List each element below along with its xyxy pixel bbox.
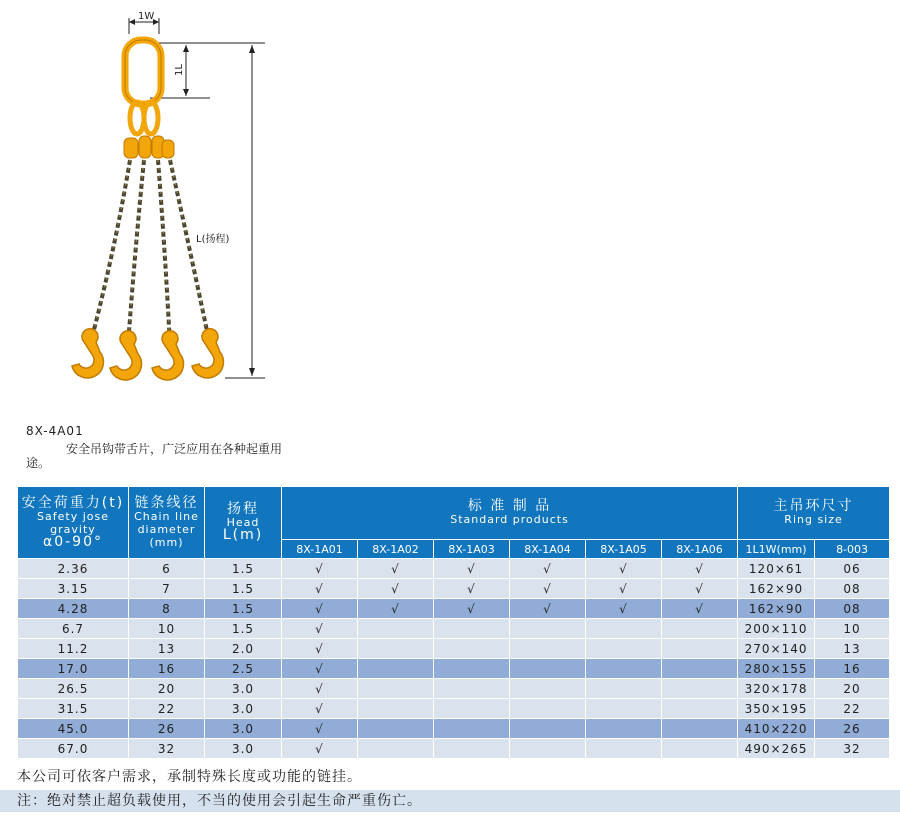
cell-ring-code: 06 <box>815 559 890 579</box>
cell-chain-diameter: 32 <box>129 739 205 759</box>
cell-product-check: √ <box>282 659 358 679</box>
cell-ring-code: 32 <box>815 739 890 759</box>
cell-ring-dimension: 490×265 <box>738 739 815 759</box>
header-chain-diameter: 链条线径 Chain line diameter (mm) <box>129 487 205 559</box>
cell-chain-diameter: 6 <box>129 559 205 579</box>
cell-load: 6.7 <box>18 619 129 639</box>
custom-order-note: 本公司可依客户需求，承制特殊长度或功能的链挂。 <box>0 766 900 788</box>
table-row <box>18 739 890 759</box>
table-row <box>18 579 890 599</box>
cell-product-check: √ <box>586 599 662 619</box>
chain-sling-diagram <box>0 0 300 400</box>
cell-lift: 3.0 <box>205 679 282 699</box>
cell-product-check: √ <box>358 559 434 579</box>
cell-product-check <box>662 739 738 759</box>
cell-product-check <box>662 659 738 679</box>
cell-ring-dimension: 280×155 <box>738 659 815 679</box>
header-product: 8X-1A02 <box>358 540 434 559</box>
cell-lift: 1.5 <box>205 619 282 639</box>
table-row <box>18 639 890 659</box>
cell-chain-diameter: 13 <box>129 639 205 659</box>
cell-product-check <box>358 739 434 759</box>
cell-product-check: √ <box>434 599 510 619</box>
cell-lift: 2.5 <box>205 659 282 679</box>
cell-product-check: √ <box>434 579 510 599</box>
cell-load: 17.0 <box>18 659 129 679</box>
table-row <box>18 599 890 619</box>
cell-product-check: √ <box>282 699 358 719</box>
cell-product-check <box>510 619 586 639</box>
cell-ring-code: 08 <box>815 579 890 599</box>
header-load: 安全荷重力(t) Safety jose gravity α0-90° <box>18 487 129 559</box>
overload-warning-note: 注：绝对禁止超负载使用，不当的使用会引起生命严重伤亡。 <box>0 790 900 812</box>
header-standard-products: 标 准 制 品 Standard products <box>282 487 738 540</box>
header-product: 8X-1A04 <box>510 540 586 559</box>
cell-product-check: √ <box>662 599 738 619</box>
cell-lift: 1.5 <box>205 559 282 579</box>
table-row <box>18 719 890 739</box>
cell-product-check: √ <box>434 559 510 579</box>
cell-ring-dimension: 200×110 <box>738 619 815 639</box>
cell-product-check <box>586 619 662 639</box>
table-row <box>18 679 890 699</box>
header-ring-code: 8-003 <box>815 540 890 559</box>
header-product: 8X-1A06 <box>662 540 738 559</box>
cell-load: 4.28 <box>18 599 129 619</box>
cell-lift: 2.0 <box>205 639 282 659</box>
cell-product-check: √ <box>282 559 358 579</box>
cell-chain-diameter: 7 <box>129 579 205 599</box>
cell-chain-diameter: 16 <box>129 659 205 679</box>
cell-product-check: √ <box>358 579 434 599</box>
cell-product-check <box>434 639 510 659</box>
cell-product-check <box>434 619 510 639</box>
cell-ring-dimension: 410×220 <box>738 719 815 739</box>
cell-ring-dimension: 162×90 <box>738 579 815 599</box>
cell-product-check <box>586 639 662 659</box>
cell-load: 26.5 <box>18 679 129 699</box>
cell-lift: 1.5 <box>205 579 282 599</box>
cell-product-check: √ <box>282 639 358 659</box>
cell-lift: 3.0 <box>205 739 282 759</box>
dim-ring-length-label: 1L <box>174 64 185 76</box>
cell-product-check: √ <box>662 579 738 599</box>
cell-lift: 3.0 <box>205 719 282 739</box>
cell-product-check: √ <box>282 599 358 619</box>
cell-ring-dimension: 162×90 <box>738 599 815 619</box>
cell-lift: 1.5 <box>205 599 282 619</box>
cell-ring-code: 08 <box>815 599 890 619</box>
cell-ring-dimension: 270×140 <box>738 639 815 659</box>
header-product: 8X-1A01 <box>282 540 358 559</box>
dim-width-label: 1W <box>138 11 155 22</box>
cell-load: 2.36 <box>18 559 129 579</box>
cell-load: 67.0 <box>18 739 129 759</box>
cell-product-check <box>434 739 510 759</box>
cell-product-check: √ <box>282 679 358 699</box>
table-row <box>18 699 890 719</box>
cell-product-check: √ <box>282 619 358 639</box>
product-model: 8X-4A01 <box>26 424 84 438</box>
cell-product-check <box>586 719 662 739</box>
cell-product-check <box>434 699 510 719</box>
cell-product-check: √ <box>662 559 738 579</box>
cell-chain-diameter: 8 <box>129 599 205 619</box>
cell-load: 45.0 <box>18 719 129 739</box>
cell-product-check <box>358 639 434 659</box>
header-product: 8X-1A03 <box>434 540 510 559</box>
cell-ring-code: 13 <box>815 639 890 659</box>
cell-product-check <box>358 679 434 699</box>
cell-product-check: √ <box>510 579 586 599</box>
cell-product-check <box>434 719 510 739</box>
cell-ring-dimension: 350×195 <box>738 699 815 719</box>
cell-product-check: √ <box>510 559 586 579</box>
product-description: 安全吊钩带舌片，广泛应用在各种起重用途。 <box>26 442 283 470</box>
cell-product-check <box>358 659 434 679</box>
cell-load: 3.15 <box>18 579 129 599</box>
cell-product-check: √ <box>282 579 358 599</box>
cell-ring-code: 26 <box>815 719 890 739</box>
cell-ring-dimension: 320×178 <box>738 679 815 699</box>
cell-product-check <box>662 679 738 699</box>
cell-chain-diameter: 10 <box>129 619 205 639</box>
cell-product-check <box>586 659 662 679</box>
table-row <box>18 619 890 639</box>
cell-product-check <box>662 719 738 739</box>
cell-product-check <box>358 719 434 739</box>
cell-product-check <box>510 719 586 739</box>
cell-product-check <box>434 679 510 699</box>
cell-product-check <box>434 659 510 679</box>
cell-load: 11.2 <box>18 639 129 659</box>
cell-product-check <box>510 699 586 719</box>
cell-product-check <box>510 739 586 759</box>
cell-product-check: √ <box>586 559 662 579</box>
spec-table <box>17 486 890 759</box>
cell-lift: 3.0 <box>205 699 282 719</box>
cell-product-check: √ <box>586 579 662 599</box>
cell-load: 31.5 <box>18 699 129 719</box>
cell-product-check <box>586 739 662 759</box>
table-row <box>18 559 890 579</box>
cell-product-check <box>662 639 738 659</box>
cell-product-check: √ <box>282 739 358 759</box>
cell-product-check <box>510 639 586 659</box>
cell-product-check: √ <box>510 599 586 619</box>
cell-ring-code: 20 <box>815 679 890 699</box>
cell-product-check <box>358 699 434 719</box>
cell-product-check <box>586 679 662 699</box>
header-lift: 扬程 Head L(m) <box>205 487 282 559</box>
cell-chain-diameter: 20 <box>129 679 205 699</box>
cell-ring-code: 10 <box>815 619 890 639</box>
header-product: 8X-1A05 <box>586 540 662 559</box>
cell-ring-code: 22 <box>815 699 890 719</box>
cell-product-check <box>510 659 586 679</box>
cell-product-check: √ <box>358 599 434 619</box>
cell-product-check: √ <box>282 719 358 739</box>
cell-product-check <box>510 679 586 699</box>
cell-product-check <box>586 699 662 719</box>
header-ring-size: 主吊环尺寸 Ring size <box>738 487 890 540</box>
header-ring-dimension: 1L1W(mm) <box>738 540 815 559</box>
cell-product-check <box>662 619 738 639</box>
cell-chain-diameter: 26 <box>129 719 205 739</box>
cell-product-check <box>662 699 738 719</box>
cell-chain-diameter: 22 <box>129 699 205 719</box>
cell-product-check <box>358 619 434 639</box>
cell-ring-code: 16 <box>815 659 890 679</box>
cell-ring-dimension: 120×61 <box>738 559 815 579</box>
table-row <box>18 659 890 679</box>
dim-lift-label: L(扬程) <box>196 234 230 245</box>
